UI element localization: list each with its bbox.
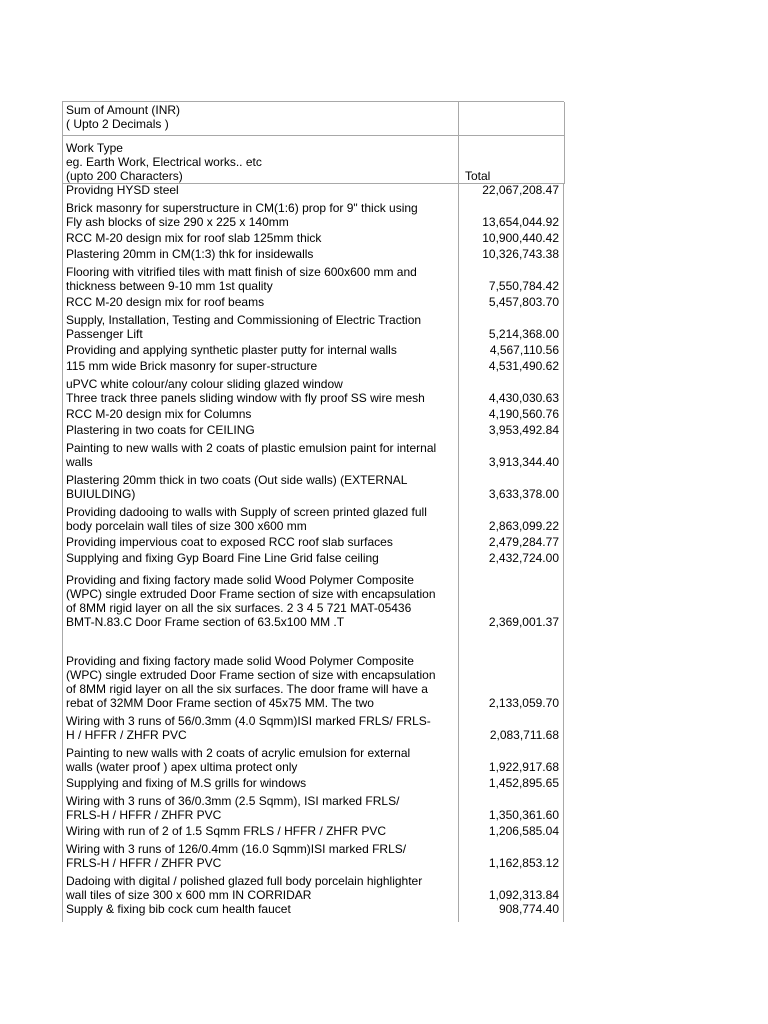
- table-row: [63, 870, 565, 902]
- work-type-cell: Providing and applying synthetic plaster putty for internal walls: [63, 341, 459, 357]
- total-cell: 1,922,917.68: [488, 760, 559, 774]
- work-type-cell: Brick masonry for superstructure in CM(1:6) prop for 9" thick using Fly ash blocks of size 290 x 225 x 140mm: [63, 197, 459, 229]
- total-cell: 7,550,784.42: [488, 279, 559, 293]
- table-row: [63, 245, 565, 261]
- total-cell: 2,479,284.77: [488, 535, 559, 549]
- work-type-cell: Wiring with run of 2 of 1.5 Sqmm FRLS / HFFR / ZHFR PVC: [63, 822, 459, 838]
- work-type-cell: Wiring with 3 runs of 36/0.3mm (2.5 Sqmm), ISI marked FRLS/ FRLS-H / HFFR / ZHFR PVC: [63, 790, 459, 822]
- table-row: [63, 229, 565, 245]
- work-type-cell: Providng HYSD steel: [63, 184, 459, 197]
- total-cell: 13,654,044.92: [482, 215, 559, 229]
- pivot-table: [62, 101, 564, 922]
- header-row-amount: [63, 102, 565, 136]
- work-type-cell: RCC M-20 design mix for roof slab 125mm thick: [63, 229, 459, 245]
- table-row: [63, 469, 565, 501]
- total-cell: 4,531,490.62: [488, 359, 559, 373]
- total-cell: 1,092,313.84: [488, 888, 559, 902]
- total-cell: 2,369,001.37: [488, 615, 559, 629]
- table-row: [63, 533, 565, 549]
- work-type-cell: Dadoing with digital / polished glazed full body porcelain highlighter wall tiles of size 300 x 600 mm IN CORRIDAR: [63, 870, 459, 902]
- work-type-cell: Providing impervious coat to exposed RCC roof slab surfaces: [63, 533, 459, 549]
- table-row: [63, 437, 565, 469]
- total-cell: 4,430,030.63: [488, 391, 559, 405]
- table-row: [63, 790, 565, 822]
- table-row: [63, 822, 565, 838]
- table-row: [63, 710, 565, 742]
- table-row: [63, 565, 565, 629]
- work-type-cell: Supply & fixing bib cock cum health faucet: [63, 902, 459, 922]
- total-cell: 5,457,803.70: [488, 295, 559, 309]
- total-cell: 5,214,368.00: [488, 327, 559, 341]
- total-cell: 10,900,440.42: [482, 231, 559, 245]
- total-cell: 3,953,492.84: [488, 423, 559, 437]
- total-cell: 3,913,344.40: [488, 455, 559, 469]
- table-row: [63, 373, 565, 405]
- table-body: [62, 184, 564, 922]
- table-row: [63, 309, 565, 341]
- work-type-cell: Plastering in two coats for CEILING: [63, 421, 459, 437]
- header-row-columns: [63, 136, 565, 184]
- total-cell: 1,350,361.60: [488, 808, 559, 822]
- table-row: [63, 184, 565, 197]
- work-type-header: Work Type eg. Earth Work, Electrical works.. etc (upto 200 Characters): [63, 136, 459, 183]
- total-cell: 10,326,743.38: [482, 247, 559, 261]
- table-row: [63, 405, 565, 421]
- work-type-cell: Painting to new walls with 2 coats of acrylic emulsion for external walls (water proof ) apex ultima protect only: [63, 742, 459, 774]
- work-type-cell: Wiring with 3 runs of 126/0.4mm (16.0 Sqmm)ISI marked FRLS/ FRLS-H / HFFR / ZHFR PVC: [63, 838, 459, 870]
- total-cell: 3,633,378.00: [488, 487, 559, 501]
- work-type-cell: Flooring with vitrified tiles with matt finish of size 600x600 mm and thickness between 9-10 mm 1st quality: [63, 261, 459, 293]
- table-row: [63, 902, 565, 922]
- work-type-cell: RCC M-20 design mix for roof beams: [63, 293, 459, 309]
- total-cell: 1,162,853.12: [488, 856, 559, 870]
- table-row: [63, 774, 565, 790]
- amount-label: Sum of Amount (INR) ( Upto 2 Decimals ): [63, 102, 459, 135]
- total-cell: 22,067,208.47: [482, 183, 559, 197]
- table-row: [63, 549, 565, 565]
- total-cell: 2,083,711.68: [489, 728, 559, 742]
- work-type-cell: Plastering 20mm in CM(1:3) thk for insidewalls: [63, 245, 459, 261]
- amount-label-blank: [459, 102, 565, 135]
- total-cell: 4,190,560.76: [488, 407, 559, 421]
- work-type-cell: RCC M-20 design mix for Columns: [63, 405, 459, 421]
- table-row: [63, 742, 565, 774]
- table-row: [63, 293, 565, 309]
- table-row: [63, 629, 565, 710]
- work-type-cell: Supplying and fixing of M.S grills for windows: [63, 774, 459, 790]
- work-type-cell: 115 mm wide Brick masonry for super-structure: [63, 357, 459, 373]
- total-cell: 4,567,110.56: [489, 343, 559, 357]
- work-type-cell: Plastering 20mm thick in two coats (Out side walls) (EXTERNAL BUIULDING): [63, 469, 459, 501]
- work-type-cell: Painting to new walls with 2 coats of plastic emulsion paint for internal walls: [63, 437, 459, 469]
- total-cell: 1,452,895.65: [488, 776, 559, 790]
- total-cell: 2,432,724.00: [488, 551, 559, 565]
- total-cell: 2,863,099.22: [488, 519, 559, 533]
- work-type-cell: Supplying and fixing Gyp Board Fine Line Grid false ceiling: [63, 549, 459, 565]
- work-type-cell: Providing dadooing to walls with Supply of screen printed glazed full body porcelain wall tiles of size 300 x600 mm: [63, 501, 459, 533]
- table-row: [63, 261, 565, 293]
- table-row: [63, 421, 565, 437]
- table-row: [63, 838, 565, 870]
- total-cell: 1,206,585.04: [488, 824, 559, 838]
- work-type-cell: Wiring with 3 runs of 56/0.3mm (4.0 Sqmm)ISI marked FRLS/ FRLS- H / HFFR / ZHFR PVC: [63, 710, 459, 742]
- table-row: [63, 357, 565, 373]
- table-header: [62, 101, 564, 184]
- table-row: [63, 341, 565, 357]
- work-type-cell: Providing and fixing factory made solid Wood Polymer Composite (WPC) single extruded Door Frame section of size with encapsulation of 8MM rigid layer on all the six surfaces. 2 3 4 5 721 MAT-05436 BMT-N.83.C Door Frame section of 63.5x100 MM .T: [63, 565, 459, 629]
- work-type-cell: Providing and fixing factory made solid Wood Polymer Composite (WPC) single extruded Door Frame section of size with encapsulation of 8MM rigid layer on all the six surfaces. The door frame will have a rebat of 32MM Door Frame section of 45x75 MM. The two: [63, 629, 459, 710]
- total-cell: 2,133,059.70: [488, 696, 559, 710]
- table-row: [63, 501, 565, 533]
- total-cell: 908,774.40: [498, 902, 559, 916]
- work-type-cell: Supply, Installation, Testing and Commissioning of Electric Traction Passenger Lift: [63, 309, 459, 341]
- table-row: [63, 197, 565, 229]
- work-type-cell: uPVC white colour/any colour sliding glazed window Three track three panels sliding window with fly proof SS wire mesh: [63, 373, 459, 405]
- total-header: Total: [459, 136, 565, 183]
